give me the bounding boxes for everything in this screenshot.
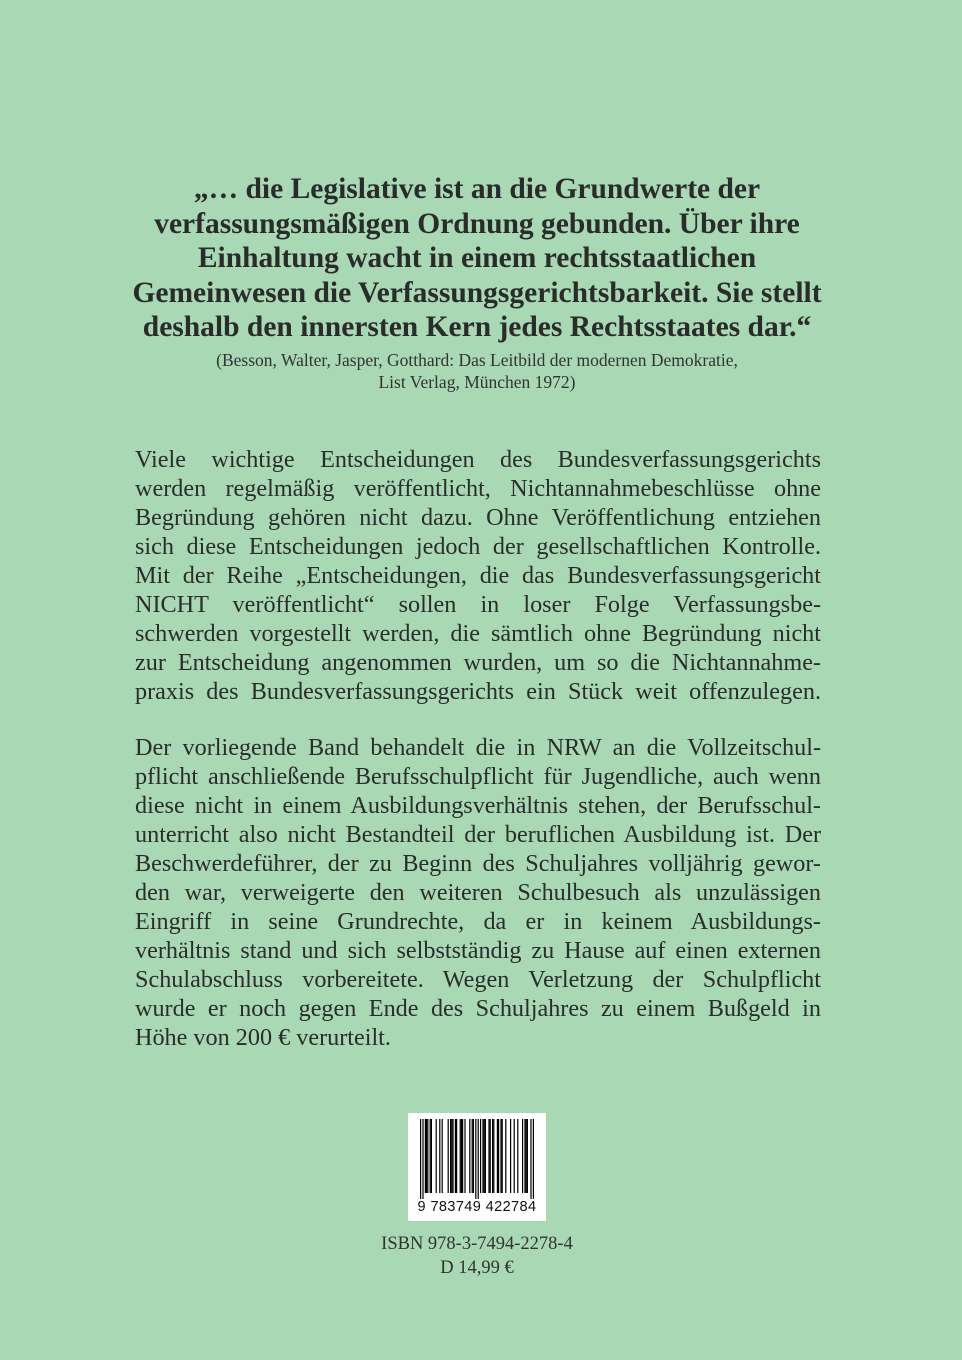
quote-line: Gemeinwesen die Verfassungsgerichtsbarkeit. Sie stellt — [132, 276, 822, 309]
isbn-price-block — [0, 1232, 958, 1280]
barcode-bar — [456, 1119, 457, 1193]
barcode-bar — [439, 1119, 440, 1193]
quote-citation — [100, 349, 854, 393]
barcode-bar — [464, 1119, 465, 1193]
quote-line: deshalb den innersten Kern jedes Rechtsstaates dar.“ — [142, 311, 812, 344]
barcode-bar — [442, 1119, 443, 1193]
barcode-bar — [493, 1119, 494, 1193]
quote-block — [100, 172, 854, 393]
barcode-bar — [475, 1119, 476, 1199]
barcode-bar — [430, 1119, 431, 1193]
barcode-digits: 9 783749 422784 — [417, 1199, 537, 1215]
barcode-bar — [524, 1119, 525, 1193]
text-line: Eingriff in seine Grundrechte, da er in keinem Ausbildungs- — [135, 908, 821, 936]
barcode-bar — [472, 1119, 473, 1193]
text-line: Mit der Reihe „Entscheidungen, die das Bundesverfassungsgericht — [135, 562, 821, 590]
barcode-bar — [420, 1119, 421, 1199]
text-line: diese nicht in einem Ausbildungsverhältnis stehen, der Berufsschul- — [135, 792, 821, 820]
quote-line: „… die Legislative ist an die Grundwerte der — [193, 173, 761, 205]
quote-line: Einhaltung wacht in einem rechtsstaatlichen — [197, 242, 757, 275]
barcode-bar — [527, 1119, 528, 1193]
barcode-bar — [485, 1119, 486, 1193]
barcode-bar — [488, 1119, 489, 1193]
barcode-bar — [478, 1119, 479, 1199]
text-line: sich diese Entscheidungen jedoch der gesellschaftlichen Kontrolle. — [135, 533, 821, 561]
barcode-bar — [462, 1119, 463, 1193]
barcode-bar — [526, 1119, 527, 1193]
barcode-bar — [514, 1119, 515, 1193]
barcode-bar — [422, 1119, 423, 1199]
barcode-bar — [517, 1119, 518, 1193]
text-line: den war, verweigerte den weiteren Schulbesuch als unzulässigen — [135, 879, 821, 907]
barcode-bar — [427, 1119, 428, 1193]
text-line: Viele wichtige Entscheidungen des Bundesverfassungsgerichts — [135, 446, 821, 473]
barcode-bar — [490, 1119, 491, 1193]
barcode-bar — [510, 1119, 511, 1193]
barcode-bar — [469, 1119, 470, 1193]
barcode-bar — [461, 1119, 462, 1193]
text-line: Höhe von 200 € verurteilt. — [135, 1024, 391, 1052]
barcode-bar — [448, 1119, 449, 1193]
isbn-barcode — [408, 1113, 546, 1221]
barcode-bar — [431, 1119, 432, 1193]
text-line: NICHT veröffentlicht“ sollen in loser Folge Verfassungsbe- — [135, 591, 821, 619]
barcode-bars — [414, 1119, 540, 1199]
text-line: pflicht anschließende Berufsschulpflicht für Jugendliche, auch wenn — [135, 763, 821, 791]
text-line: Begründung gehören nicht dazu. Ohne Veröffentlichung entziehen — [135, 504, 821, 532]
barcode-bar — [484, 1119, 485, 1193]
barcode-bar — [533, 1119, 534, 1199]
barcode-bar — [498, 1119, 499, 1193]
text-line: praxis des Bundesverfassungsgerichts ein Stück weit offenzulegen. — [135, 678, 821, 706]
text-line: Der vorliegende Band behandelt die in NRW an die Vollzeitschul- — [135, 734, 821, 761]
text-line: werden regelmäßig veröffentlicht, Nichtannahmebeschlüsse ohne — [135, 475, 821, 503]
text-line: unterricht also nicht Bestandteil der beruflichen Ausbildung ist. Der — [135, 821, 821, 849]
citation-line: (Besson, Walter, Jasper, Gotthard: Das Leitbild der modernen Demokratie, — [216, 349, 738, 370]
barcode-bar — [460, 1119, 461, 1193]
barcode-bar — [450, 1119, 451, 1193]
barcode-bar — [500, 1119, 501, 1193]
text-line: zur Entscheidung angenommen wurden, um so die Nichtannahme- — [135, 649, 821, 677]
text-line: wurde er noch gegen Ende des Schuljahres zu einem Bußgeld in — [135, 995, 821, 1023]
barcode-bar — [502, 1119, 503, 1193]
text-line: schwerden vorgestellt werden, die sämtlich ohne Begründung nicht — [135, 620, 821, 648]
quote-line: verfassungsmäßigen Ordnung gebunden. Über ihre — [154, 207, 800, 240]
barcode-bar — [451, 1119, 452, 1193]
description-paragraph-volume — [135, 733, 821, 1053]
barcode-bar — [505, 1119, 506, 1193]
description-paragraph-series — [135, 445, 821, 706]
barcode-bar — [522, 1119, 523, 1193]
barcode-bar — [426, 1119, 427, 1193]
price: D 14,99 € — [440, 1258, 514, 1278]
barcode-bar — [473, 1119, 474, 1193]
citation-line: List Verlag, München 1972) — [378, 371, 576, 392]
barcode-bar — [425, 1119, 426, 1193]
barcode-bar — [530, 1119, 531, 1199]
barcode-bar — [452, 1119, 453, 1193]
barcode-bar — [482, 1119, 483, 1193]
barcode-bar — [497, 1119, 498, 1193]
barcode-bar — [455, 1119, 456, 1193]
text-line: Schulabschluss vorbereitete. Wegen Verletzung der Schulpflicht — [135, 966, 821, 994]
barcode-bar — [436, 1119, 437, 1193]
barcode-bar — [480, 1119, 481, 1193]
barcode-bar — [492, 1119, 493, 1193]
isbn-number: ISBN 978-3-7494-2278-4 — [381, 1234, 573, 1254]
text-line: verhältnis stand und sich selbstständig zu Hause auf einen externen — [135, 937, 821, 965]
text-line: Beschwerdeführer, der zu Beginn des Schuljahres volljährig gewor- — [135, 850, 821, 878]
